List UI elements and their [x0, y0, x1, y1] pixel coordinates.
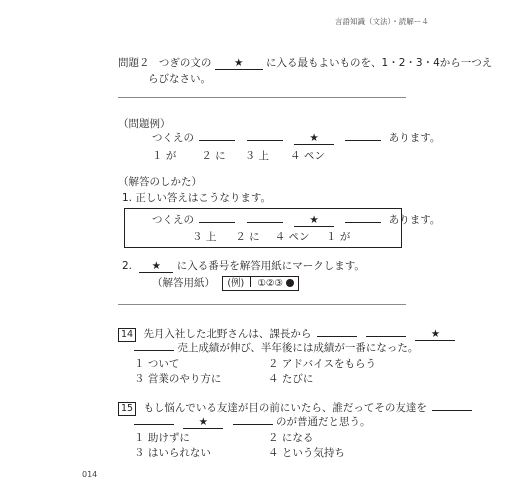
- q14-option-3: ３ 営業のやり方に: [134, 373, 222, 385]
- answer-box-options: [192, 229, 350, 244]
- star-slot: ★: [415, 328, 455, 341]
- step2-number: 2.: [122, 260, 133, 272]
- example-option: ４ ペン: [290, 150, 325, 162]
- box-option: ２ に: [235, 231, 260, 243]
- example-option: ３ 上: [244, 150, 270, 162]
- blank-slot: [247, 130, 283, 141]
- mondai-label: 問題２: [118, 57, 150, 69]
- mondai-instruction-line2: らびなさい。: [148, 73, 211, 85]
- question-text: もし悩んでいる友達が目の前にいたら、誰だってその友達を: [143, 402, 427, 414]
- star-mark: ★: [215, 57, 263, 70]
- page-number: 014: [82, 470, 98, 479]
- blank-slot: [345, 130, 381, 141]
- section-header: 言語知識（文法）・読解ー４: [335, 17, 429, 26]
- q14-option-1: １ ついて: [134, 358, 180, 370]
- question-text: 先月入社した北野さんは、課長から: [143, 328, 312, 340]
- star-slot: ★: [183, 416, 223, 429]
- q15-option-4: ４ という気持ち: [268, 447, 345, 459]
- answer-sheet-row: [222, 276, 299, 291]
- question-text: 売上成績が伸び、半年後には成績が一番になった。: [177, 342, 419, 354]
- mondai-text-start: つぎの文の: [158, 57, 212, 69]
- question-number: 15: [118, 402, 136, 416]
- star-slot: ★: [294, 132, 334, 145]
- mondai-star-slot: [215, 57, 263, 67]
- howto-step1: 1. 正しい答えはこうなります。: [122, 192, 272, 204]
- star-slot: ★: [294, 214, 334, 227]
- mondai-text-end: に入る最もよいものを、1・2・3・4から一つえ: [266, 57, 493, 69]
- mark-circle: ①: [257, 278, 266, 289]
- blank-slot: [366, 326, 406, 337]
- blank-slot: [199, 212, 235, 223]
- question-number: 14: [118, 328, 136, 342]
- example-options: [152, 148, 325, 163]
- example-option: １ が: [152, 150, 177, 162]
- box-sentence-end: あります。: [388, 214, 441, 226]
- blank-slot: [432, 400, 472, 411]
- blank-slot: [134, 340, 174, 351]
- example-sentence: [152, 130, 440, 145]
- divider: [118, 304, 406, 305]
- answer-sheet-label: （解答用紙）: [152, 277, 215, 289]
- filled-mark-icon: [286, 279, 294, 287]
- step2-text: に入る番号を解答用紙にマークします。: [176, 260, 365, 272]
- q14-option-2: ２ アドバイスをもらう: [268, 358, 377, 370]
- blank-slot: [233, 414, 273, 425]
- example-sentence-end: あります。: [388, 132, 441, 144]
- answer-box-sentence: [152, 212, 440, 227]
- mark-circle: ②: [265, 278, 275, 289]
- blank-slot: [134, 414, 174, 425]
- box-option: ４ ペン: [274, 231, 310, 243]
- mark-circle: ③: [274, 278, 283, 289]
- box-option: ３ 上: [192, 231, 217, 243]
- howto-step2: [122, 258, 365, 273]
- divider: [118, 97, 406, 98]
- blank-slot: [345, 212, 381, 223]
- question-15-line2: [134, 414, 371, 429]
- blank-slot: [199, 130, 235, 141]
- example-heading: （問題例）: [118, 118, 171, 130]
- q15-option-3: ３ はいられない: [134, 447, 211, 459]
- example-option: ２ に: [201, 150, 226, 162]
- star-slot: ★: [139, 260, 173, 273]
- example-sentence-start: つくえの: [152, 132, 194, 144]
- blank-slot: [247, 212, 283, 223]
- box-sentence-start: つくえの: [152, 214, 194, 226]
- q15-option-2: ２ になる: [268, 432, 314, 444]
- answer-sheet-example: [152, 275, 299, 291]
- blank-slot: [317, 326, 357, 337]
- q15-option-1: １ 助けずに: [134, 432, 190, 444]
- question-text: のが普通だと思う。: [276, 416, 371, 428]
- answer-sheet-example-label: (例): [227, 278, 245, 289]
- q14-option-4: ４ たびに: [268, 373, 314, 385]
- question-14-line2: [134, 340, 418, 355]
- mondai-instruction-line1: [118, 55, 492, 70]
- howto-heading: （解答のしかた）: [118, 176, 202, 188]
- box-option: １ が: [326, 231, 351, 243]
- divider: [250, 277, 251, 287]
